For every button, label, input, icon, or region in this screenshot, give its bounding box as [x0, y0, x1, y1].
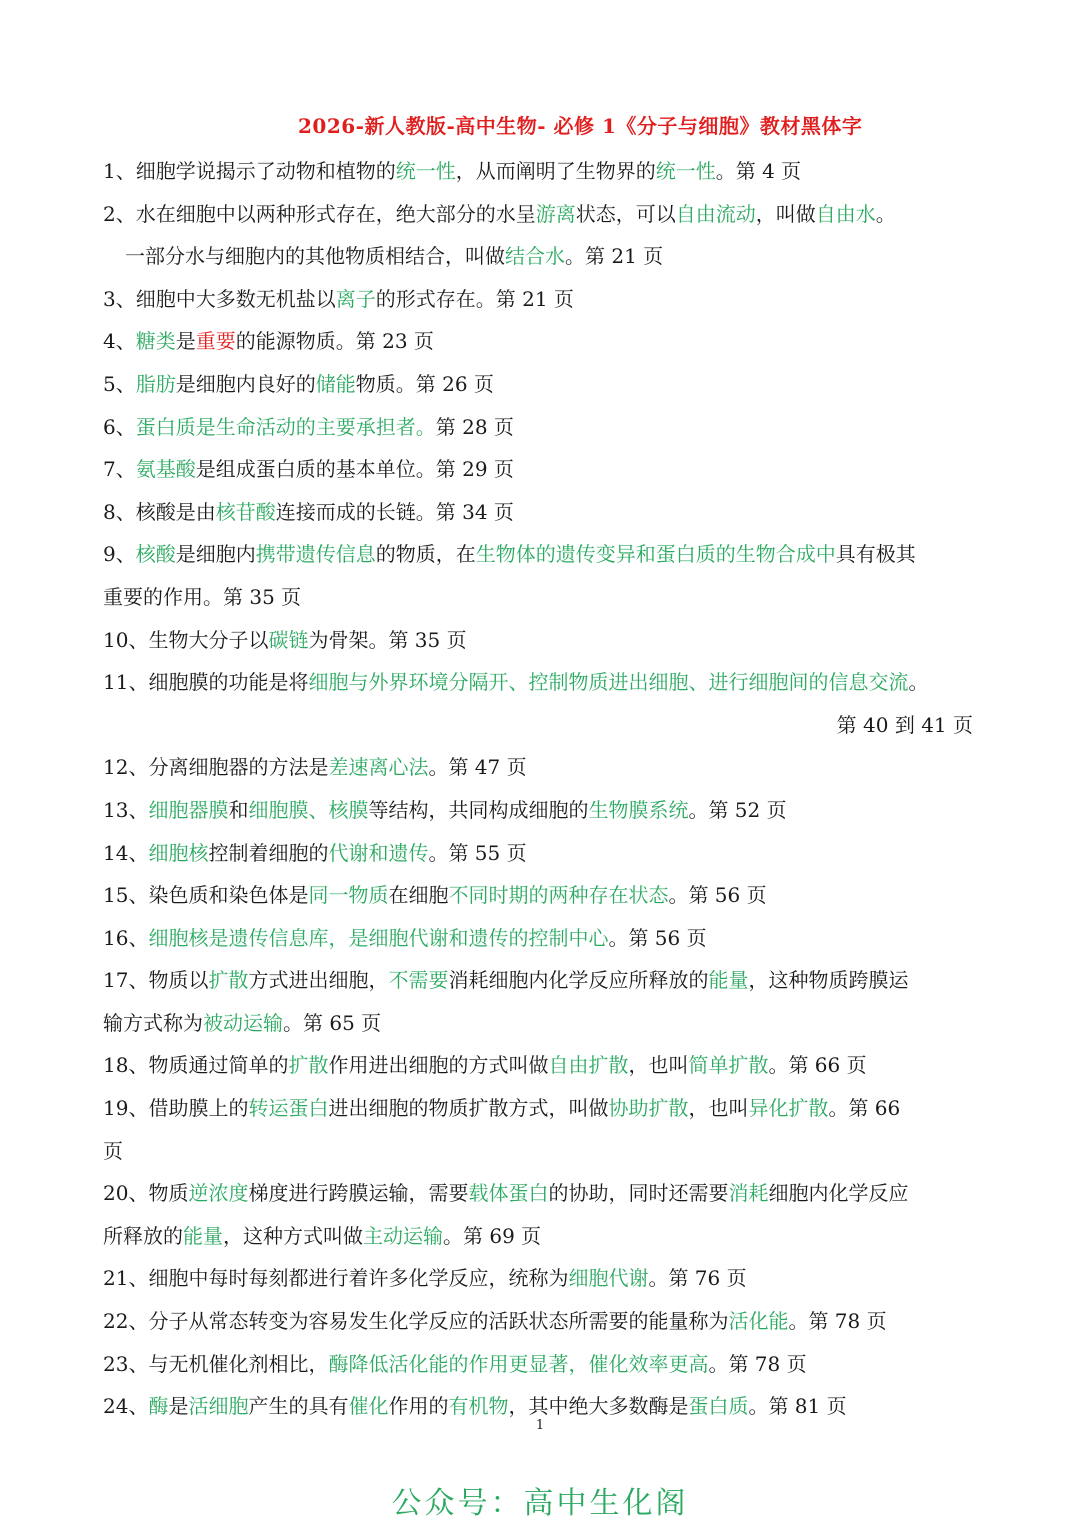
body-text: 梯度进行跨膜运输，需要 — [248, 1181, 469, 1206]
body-text: 是组成蛋白质的基本单位。第 29 页 — [195, 457, 514, 482]
body-text: 。第 69 页 — [443, 1223, 542, 1248]
key-term: 细胞膜、核膜 — [248, 797, 369, 822]
body-text: 8、核酸是由 — [103, 499, 216, 524]
key-term: 核酸 — [135, 542, 176, 567]
body-text: 。 — [908, 670, 929, 695]
key-term: 不同时期的两种存在状态 — [448, 883, 669, 908]
body-text: 重要的作用。第 35 页 — [103, 584, 302, 609]
knowledge-point — [103, 1087, 983, 1130]
knowledge-point — [103, 448, 983, 491]
body-text: 输方式称为 — [103, 1010, 203, 1035]
body-text: 7、 — [103, 457, 136, 482]
knowledge-point — [103, 150, 983, 193]
body-text: 5、 — [103, 371, 136, 396]
key-term: 被动运输 — [203, 1010, 283, 1035]
body-text: 一部分水与细胞内的其他物质相结合，叫做 — [125, 244, 505, 269]
body-text: 作用的 — [388, 1394, 449, 1419]
body-text: 页 — [103, 1138, 123, 1163]
key-term: 氨基酸 — [135, 457, 196, 482]
body-text: 。第 66 页 — [768, 1053, 867, 1078]
body-text: 17、物质以 — [103, 968, 209, 993]
body-text: 消耗细胞内化学反应所释放的 — [448, 968, 709, 993]
body-text: 方式进出细胞， — [248, 968, 389, 993]
body-text: 16、 — [103, 925, 149, 950]
knowledge-point — [103, 874, 983, 917]
key-term: 脂肪 — [135, 371, 176, 396]
body-text: 21、细胞中每时每刻都进行着许多化学反应，统称为 — [103, 1266, 569, 1291]
body-text: ，其中绝大多数酶是 — [508, 1394, 689, 1419]
body-text: 。第 78 页 — [788, 1309, 887, 1334]
document-title: 2026-新人教版-高中生物- 必修 1《分子与细胞》教材黑体字 — [298, 114, 863, 138]
knowledge-point-continuation — [103, 1002, 983, 1045]
body-text: 11、细胞膜的功能是将 — [103, 670, 309, 695]
key-term: 主动运输 — [363, 1223, 443, 1248]
key-term: 不需要 — [388, 968, 449, 993]
key-term: 扩散 — [288, 1053, 329, 1078]
key-term: 扩散 — [208, 968, 249, 993]
knowledge-point — [103, 278, 983, 321]
body-text: ，这种方式叫做 — [223, 1223, 363, 1248]
key-term: 储能 — [315, 371, 356, 396]
key-term: 生物体的遗传变异和蛋白质的生物合成中 — [475, 542, 836, 567]
body-text: 是细胞内 — [175, 542, 256, 567]
key-term: 消耗 — [728, 1181, 769, 1206]
knowledge-point — [103, 917, 983, 960]
key-term: 细胞器膜 — [148, 797, 229, 822]
body-text: 15、染色质和染色体是 — [103, 883, 309, 908]
knowledge-point — [103, 491, 983, 534]
body-text: 。第 78 页 — [708, 1351, 807, 1376]
body-text: 。第 47 页 — [428, 755, 527, 780]
body-text: ，也叫 — [628, 1053, 689, 1078]
body-text: 13、 — [103, 797, 149, 822]
key-term: 结合水 — [505, 244, 565, 269]
body-text: ，从而阐明了生物界的 — [455, 159, 656, 183]
body-text: 14、 — [103, 840, 149, 865]
body-text: 是 — [168, 1394, 189, 1419]
body-text: 细胞内化学反应 — [768, 1181, 909, 1206]
key-term: 细胞与外界环境分隔开、控制物质进出细胞、进行细胞间的信息交流 — [308, 670, 909, 695]
key-term: 酶 — [148, 1394, 169, 1419]
key-term: 能量 — [183, 1223, 223, 1248]
key-term: 活细胞 — [188, 1394, 249, 1419]
page-number: 1 — [535, 1418, 545, 1433]
body-text: 。第 66 — [828, 1096, 901, 1121]
key-term: 统一性 — [395, 159, 456, 183]
footer-account-name: 公众号：高中生化阁 — [391, 1486, 689, 1521]
knowledge-point — [103, 746, 983, 789]
body-text: 状态，可以 — [575, 201, 676, 226]
body-text: 。 — [875, 201, 896, 226]
knowledge-point — [103, 1257, 983, 1300]
body-text: 。第 55 页 — [428, 840, 527, 865]
key-term: 离子 — [335, 286, 376, 311]
knowledge-point-continuation — [103, 1215, 983, 1258]
key-term: 酶降低活化能的作用更显著，催化效率更高 — [328, 1351, 709, 1376]
body-text: 。第 81 页 — [748, 1394, 847, 1419]
key-term: 活化能 — [728, 1309, 789, 1334]
knowledge-point-continuation — [103, 235, 983, 278]
knowledge-point — [103, 320, 983, 363]
key-term: 催化 — [348, 1394, 389, 1419]
key-term: 糖类 — [135, 329, 176, 354]
body-text: 2、水在细胞中以两种形式存在，绝大部分的水呈 — [103, 201, 536, 226]
body-text: 是 — [175, 329, 196, 354]
body-text: 。第 52 页 — [688, 797, 787, 822]
body-text: 是细胞内良好的 — [175, 371, 316, 396]
key-term: 异化扩散 — [748, 1096, 829, 1121]
key-term: 蛋白质 — [688, 1394, 749, 1419]
body-text: 为骨架。第 35 页 — [308, 627, 467, 652]
emphasis-term: 重要 — [195, 329, 236, 354]
knowledge-point-continuation — [103, 576, 983, 619]
body-text: 第 40 到 41 页 — [836, 712, 973, 737]
knowledge-point — [103, 1343, 983, 1386]
key-term: 自由流动 — [675, 201, 756, 226]
key-term: 同一物质 — [308, 883, 389, 908]
body-text: 24、 — [103, 1394, 149, 1419]
body-text: 第 28 页 — [435, 414, 514, 439]
key-term: 自由扩散 — [548, 1053, 629, 1078]
key-term: 蛋白质是生命活动的主要承担者。 — [135, 414, 436, 439]
body-text: 的形式存在。第 21 页 — [375, 286, 574, 311]
body-text: 3、细胞中大多数无机盐以 — [103, 286, 336, 311]
knowledge-point — [103, 661, 983, 704]
body-text: 19、借助膜上的 — [103, 1096, 249, 1121]
key-term: 转运蛋白 — [248, 1096, 329, 1121]
key-term: 核苷酸 — [215, 499, 276, 524]
body-text: 所释放的 — [103, 1223, 183, 1248]
knowledge-point — [103, 363, 983, 406]
knowledge-point — [103, 789, 983, 832]
body-text: 的物质，在 — [375, 542, 476, 567]
body-text: 的能源物质。第 23 页 — [235, 329, 434, 354]
key-term: 差速离心法 — [328, 755, 429, 780]
body-text: 4、 — [103, 329, 136, 354]
key-term: 自由水 — [815, 201, 876, 226]
knowledge-point — [103, 832, 983, 875]
body-text: 和 — [228, 797, 249, 822]
key-term: 碳链 — [268, 627, 309, 652]
body-text: 连接而成的长链。第 34 页 — [275, 499, 514, 524]
knowledge-point — [103, 959, 983, 1002]
knowledge-point — [103, 533, 983, 576]
key-term: 携带遗传信息 — [255, 542, 376, 567]
key-term: 细胞核是遗传信息库，是细胞代谢和遗传的控制中心 — [148, 925, 609, 950]
knowledge-point — [103, 619, 983, 662]
knowledge-point — [103, 1172, 983, 1215]
body-text: 。第 65 页 — [283, 1010, 382, 1035]
knowledge-point — [103, 193, 983, 236]
knowledge-point — [103, 1300, 983, 1343]
body-text: 进出细胞的物质扩散方式，叫做 — [328, 1096, 609, 1121]
knowledge-point — [103, 1044, 983, 1087]
key-term: 载体蛋白 — [468, 1181, 549, 1206]
knowledge-point — [103, 406, 983, 449]
body-text: 6、 — [103, 414, 136, 439]
key-term: 能量 — [708, 968, 749, 993]
key-term: 细胞核 — [148, 840, 209, 865]
body-text: 。第 56 页 — [608, 925, 707, 950]
key-term: 逆浓度 — [188, 1181, 249, 1206]
body-text: 控制着细胞的 — [208, 840, 329, 865]
key-term: 有机物 — [448, 1394, 509, 1419]
body-text: 20、物质 — [103, 1181, 189, 1206]
body-text: 等结构，共同构成细胞的 — [368, 797, 589, 822]
body-text: 22、分子从常态转变为容易发生化学反应的活跃状态所需要的能量称为 — [103, 1309, 729, 1334]
key-term: 细胞代谢 — [568, 1266, 649, 1291]
body-text: 作用进出细胞的方式叫做 — [328, 1053, 549, 1078]
key-term: 简单扩散 — [688, 1053, 769, 1078]
knowledge-point-list — [103, 150, 983, 1428]
body-text: 。第 76 页 — [648, 1266, 747, 1291]
key-term: 生物膜系统 — [588, 797, 689, 822]
body-text: ，也叫 — [688, 1096, 749, 1121]
body-text: 。第 21 页 — [565, 244, 664, 269]
body-text: 9、 — [103, 542, 136, 567]
key-term: 协助扩散 — [608, 1096, 689, 1121]
body-text: 的协助，同时还需要 — [548, 1181, 729, 1206]
body-text: 在细胞 — [388, 883, 449, 908]
body-text: 12、分离细胞器的方法是 — [103, 755, 329, 780]
knowledge-point-continuation — [103, 704, 983, 747]
body-text: ，叫做 — [755, 201, 816, 226]
body-text: 。第 56 页 — [668, 883, 767, 908]
body-text: 18、物质通过简单的 — [103, 1053, 289, 1078]
body-text: ，这种物质跨膜运 — [748, 968, 909, 993]
body-text: 。第 4 页 — [715, 159, 802, 183]
body-text: 物质。第 26 页 — [355, 371, 494, 396]
body-text: 1、细胞学说揭示了动物和植物的 — [103, 159, 396, 183]
key-term: 游离 — [535, 201, 576, 226]
body-text: 10、生物大分子以 — [103, 627, 269, 652]
key-term: 代谢和遗传 — [328, 840, 429, 865]
body-text: 具有极其 — [835, 542, 916, 567]
body-text: 产生的具有 — [248, 1394, 349, 1419]
key-term: 统一性 — [655, 159, 716, 183]
body-text: 23、与无机催化剂相比， — [103, 1351, 329, 1376]
knowledge-point-continuation — [103, 1130, 983, 1173]
